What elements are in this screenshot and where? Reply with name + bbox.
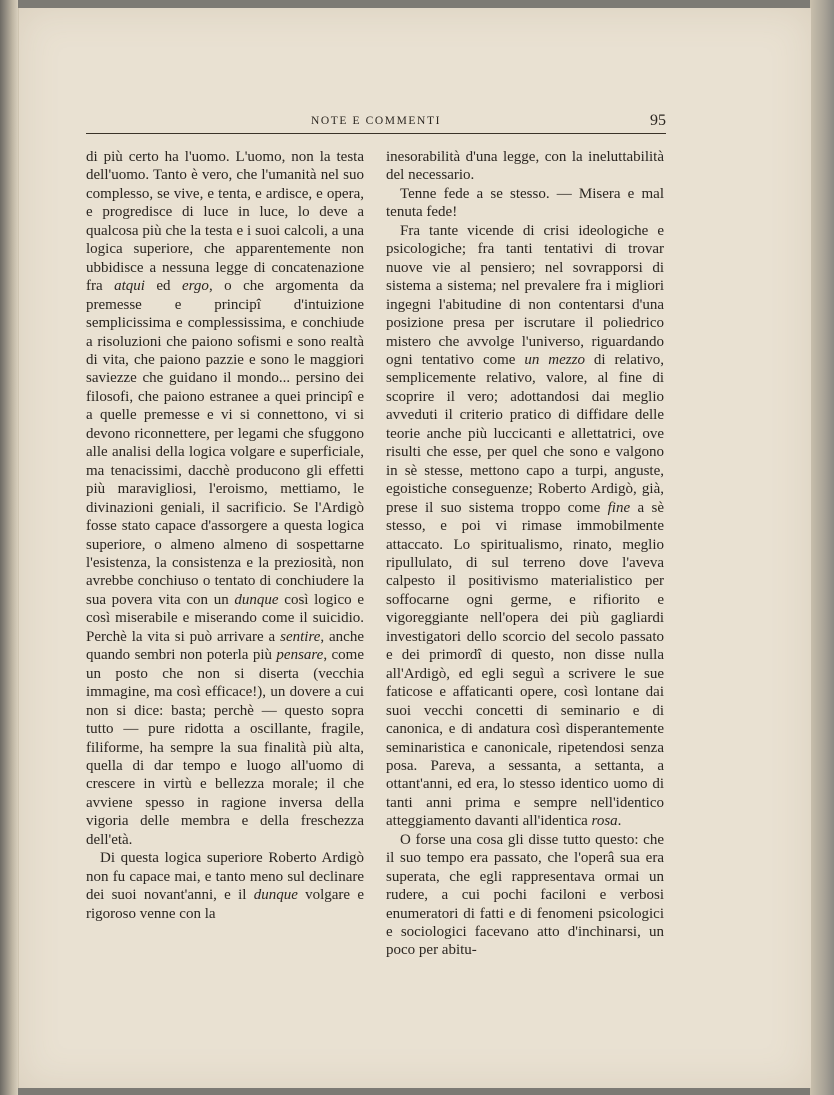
text-run: ed — [144, 278, 182, 295]
paragraph — [86, 849, 364, 923]
paragraph — [86, 148, 364, 849]
text-run: a sè stesso, e poi vi rimase immobilmente attaccato. Lo spiritualismo, rinato, meglio ripullulato, di sul terreno dove l'aveva calpesto il positivismo materialistico per soffocarne ogni germe, e rifiorito e vigoreggiante nell'opera dei più gagliardi investigatori dello scorcio del secolo passato e dei primordî di questo, non disse nulla all'Ardigò, ed egli seguì a scrivere le sue faticose e affaticanti opere, così lontane dai suoi vecchi concetti di seminario e di canonica, e di andatura così disperantemente seminaristica e canonicale, ripetendosi senza posa. Pareva, a sessanta, a settanta, a ottant'anni, ed era, lo stesso identico uomo di tanti anni prima e sempre nell'identico atteggiamento davanti all'identica — [386, 499, 664, 830]
italic-run: fine — [607, 499, 631, 516]
page-number: 95 — [650, 112, 666, 129]
text-run: , anche quando sembri non poterla più — [86, 628, 364, 664]
text-column-left — [86, 148, 364, 923]
text-run: inesorabilità d'una legge, con la ineluttabilità del necessario. — [386, 149, 664, 184]
running-head: NOTE E COMMENTI — [310, 115, 442, 127]
text-run: , o che argomenta da premesse e principî d'intuizione semplicissima e complessissima, e conchiude a risoluzioni che paiono sofismi e sono realtà di vita, che paiono pazzie e sono le maggiori saviezze che guidano il mondo... persino dei filosofi, che paiono estranee a quei principî e a quelle premesse e vi si connettono, vi si devono riconnettere, per legami che sfuggono alle analisi della logica volgare e superficiale, ma tenacissimi, dacchè producono gli effetti più maravigliosi, l'eroismo, mettiamo, le divinazioni geniali, il sacrificio. Se l'Ardigò fosse stato capace d'assorgere a questa logica superiore, o almeno almeno di sospettarne l'esistenza, la consistenza e la preziosità, non avrebbe conchiuso o tentato di conchiudere la sua povera vita con un — [86, 278, 364, 608]
scan-left-edge — [0, 0, 18, 1095]
paragraph — [386, 148, 664, 185]
text-column-right — [386, 148, 664, 960]
text-run: . — [617, 813, 622, 830]
paragraph — [386, 831, 664, 960]
text-run: di più certo ha l'uomo. L'uomo, non la testa dell'uomo. Tanto è vero, che l'umanità nel suo complesso, se vive, e tenta, e ardisce, e opera, e progredisce di luce in luce, lo deve a qualcosa più che la testa e i suoi calcoli, a una logica superiore, che apparentemente non ubbidisce a nessuna legge di concatenazione fra — [86, 149, 364, 295]
italic-run: rosa — [591, 813, 618, 830]
header-rule — [86, 133, 666, 134]
italic-run: dunque — [253, 887, 298, 904]
italic-run: un mezzo — [524, 351, 585, 368]
italic-run: sentire — [280, 628, 321, 645]
text-run: volgare e rigoroso venne con la — [86, 887, 364, 922]
italic-run: ergo — [181, 278, 209, 295]
text-run: così logico e così miserabile e miserando come il suicidio. Perchè la vita si può arrivare a — [86, 591, 364, 645]
scan-right-edge — [810, 0, 834, 1095]
text-run: Tenne fede a se stesso. — Misera e mal tenuta fede! — [386, 185, 664, 221]
italic-run: pensare — [276, 647, 324, 664]
paragraph — [386, 185, 664, 222]
paragraph — [386, 222, 664, 831]
text-run: Di questa logica superiore Roberto Ardigò non fu capace mai, e tanto meno sul declinare dei suoi novant'anni, e il — [86, 850, 364, 904]
text-run: di relativo, semplicemente relativo, valore, al fine di scoprire il vero; adottandosi dai meglio avveduti il criterio pratico di diffidare delle teorie anche più luccicanti e allettatrici, ove risulti che esse, per quel che sono e valgono in sè stesse, mettono capo a turpi, anguste, egoistiche conseguenze; Roberto Ardigò, già, prese il suo sistema troppo come — [386, 351, 665, 516]
italic-run: atqui — [114, 278, 145, 295]
text-run: Fra tante vicende di crisi ideologiche e psicologiche; fra tanti tentativi di trovar nuove vie al pensiero; nel sovrapporsi di sistema a sistema; nel prevalere fra i migliori ingegni l'abitudine di non contentarsi d'una posizione presa per iscrutare il poliedrico mistero che avvolge l'universo, riguardando ogni tentativo come — [386, 222, 664, 368]
text-run: O forse una cosa gli disse tutto questo: che il suo tempo era passato, che l'operâ sua era superata, che egli rappresentava ormai un rudere, a cui pochi faciloni e verbosi enumeratori di fatti e di fenomeni psicologici e sociologici facevano atto d'inchinarsi, un poco per abitu- — [386, 831, 664, 959]
italic-run: dunque — [234, 591, 279, 608]
text-run: , come un posto che non si diserta (vecchia immagine, ma così efficace!), un dovere a cui non si dice: basta; perchè — questo sopra tutto — pure ridotta a oscillante, fragile, filiforme, ha sempre la sua finalità più alta, quella di dar tempo e luogo all'uomo di crescere in virtù e bellezza morale; il che avviene spesso in ragione inversa della vigoria delle membra e della freschezza dell'età. — [86, 647, 364, 848]
